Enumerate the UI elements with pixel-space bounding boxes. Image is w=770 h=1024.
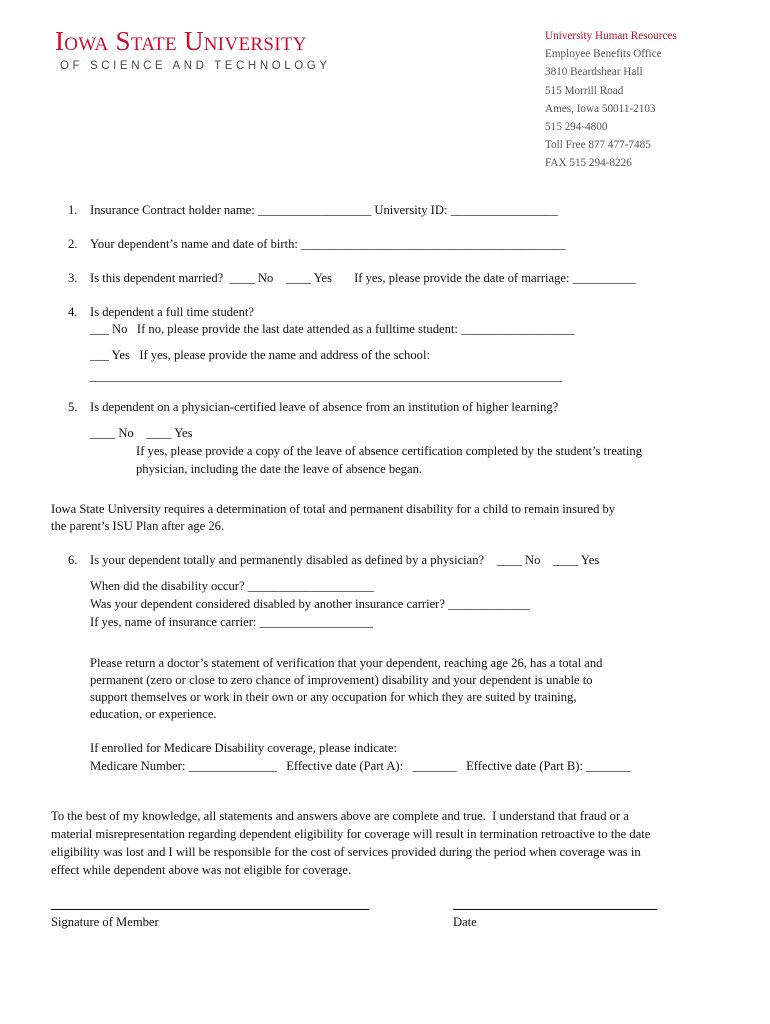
doctor-statement: permanent (zero or close to zero chance of improvement) disability and your dependent is unable to (90, 673, 593, 687)
office-fax: FAX 515 294-8226 (545, 157, 632, 170)
q1-text[interactable]: Insurance Contract holder name: __________________ University ID: _________________ (90, 203, 558, 217)
q5-options[interactable]: ____ No ____ Yes (90, 426, 193, 440)
disability-note: Iowa State University requires a determination of total and permanent disability for a child to remain insured by (51, 502, 616, 516)
date-label: Date (453, 915, 477, 929)
doctor-statement: education, or experience. (90, 707, 217, 721)
disability-note: the parent’s ISU Plan after age 26. (51, 519, 225, 533)
q4-number: 4. (68, 305, 78, 319)
q3-text[interactable]: Is this dependent married? ____ No ____ Yes If yes, please provide the date of marriage: __________ (90, 271, 636, 285)
attestation-text: eligibility was lost and I will be responsible for the cost of services provided during the period when coverage was in (51, 845, 641, 859)
office-address-block (545, 27, 677, 173)
attestation-text: effect while dependent above was not eligible for coverage. (51, 863, 352, 877)
q4-yes-line[interactable]: ___ Yes If yes, please provide the name and address of the school: (90, 348, 430, 362)
office-phone: 515 294-4800 (545, 121, 608, 134)
attestation-text: To the best of my knowledge, all statements and answers above are complete and true. I understand that fraud or a (51, 809, 629, 823)
q6-carrier-line[interactable]: Was your dependent considered disabled by another insurance carrier? _____________ (90, 597, 530, 611)
q5-instruction: If yes, please provide a copy of the leave of absence certification completed by the student’s treating (136, 444, 643, 458)
doctor-statement: Please return a doctor’s statement of verification that your dependent, reaching age 26, has a total and (90, 656, 603, 670)
signature-line[interactable] (51, 909, 369, 910)
office-line: 515 Morrill Road (545, 84, 624, 97)
office-line: 3810 Beardshear Hall (545, 66, 643, 79)
doctor-statement: support themselves or work in their own or any occupation for which they are suited by training, (90, 690, 577, 704)
office-name: University Human Resources (545, 30, 677, 42)
office-line: Ames, Iowa 50011-2103 (545, 102, 656, 115)
q1-number: 1. (68, 203, 78, 217)
q6-carrier-name-line[interactable]: If yes, name of insurance carrier: __________________ (90, 615, 373, 629)
office-line: Employee Benefits Office (545, 48, 662, 61)
q5-instruction: physician, including the date the leave of absence began. (136, 462, 423, 476)
q6-number: 6. (68, 553, 78, 567)
q4-school-blank[interactable]: ___________________________________________________________________________ (90, 369, 563, 383)
signature-label: Signature of Member (51, 915, 159, 929)
q3-number: 3. (68, 271, 78, 285)
university-logo-subtitle: OF SCIENCE AND TECHNOLOGY (60, 60, 331, 72)
university-logo-title: Iowa State University (55, 26, 307, 56)
q6-text[interactable]: Is your dependent totally and permanently disabled as defined by a physician? ____ No ____ Yes (90, 553, 600, 567)
q2-text[interactable]: Your dependent’s name and date of birth: __________________________________________ (90, 237, 566, 251)
q5-number: 5. (68, 400, 78, 414)
q4-text: Is dependent a full time student? (90, 305, 255, 319)
q5-text: Is dependent on a physician-certified leave of absence from an institution of higher learning? (90, 400, 559, 414)
office-toll-free: Toll Free 877 477-7485 (545, 139, 651, 152)
date-line[interactable] (453, 909, 657, 910)
medicare-intro: If enrolled for Medicare Disability coverage, please indicate: (90, 741, 398, 755)
q2-number: 2. (68, 237, 78, 251)
attestation-text: material misrepresentation regarding dependent eligibility for coverage will result in termination retroactive to the date (51, 827, 651, 841)
q6-occur-line[interactable]: When did the disability occur? ____________________ (90, 579, 374, 593)
q4-no-line[interactable]: ___ No If no, please provide the last date attended as a fulltime student: __________________ (90, 322, 575, 336)
medicare-line[interactable]: Medicare Number: ______________ Effective date (Part A): _______ Effective date (Part B): _______ (90, 759, 631, 773)
